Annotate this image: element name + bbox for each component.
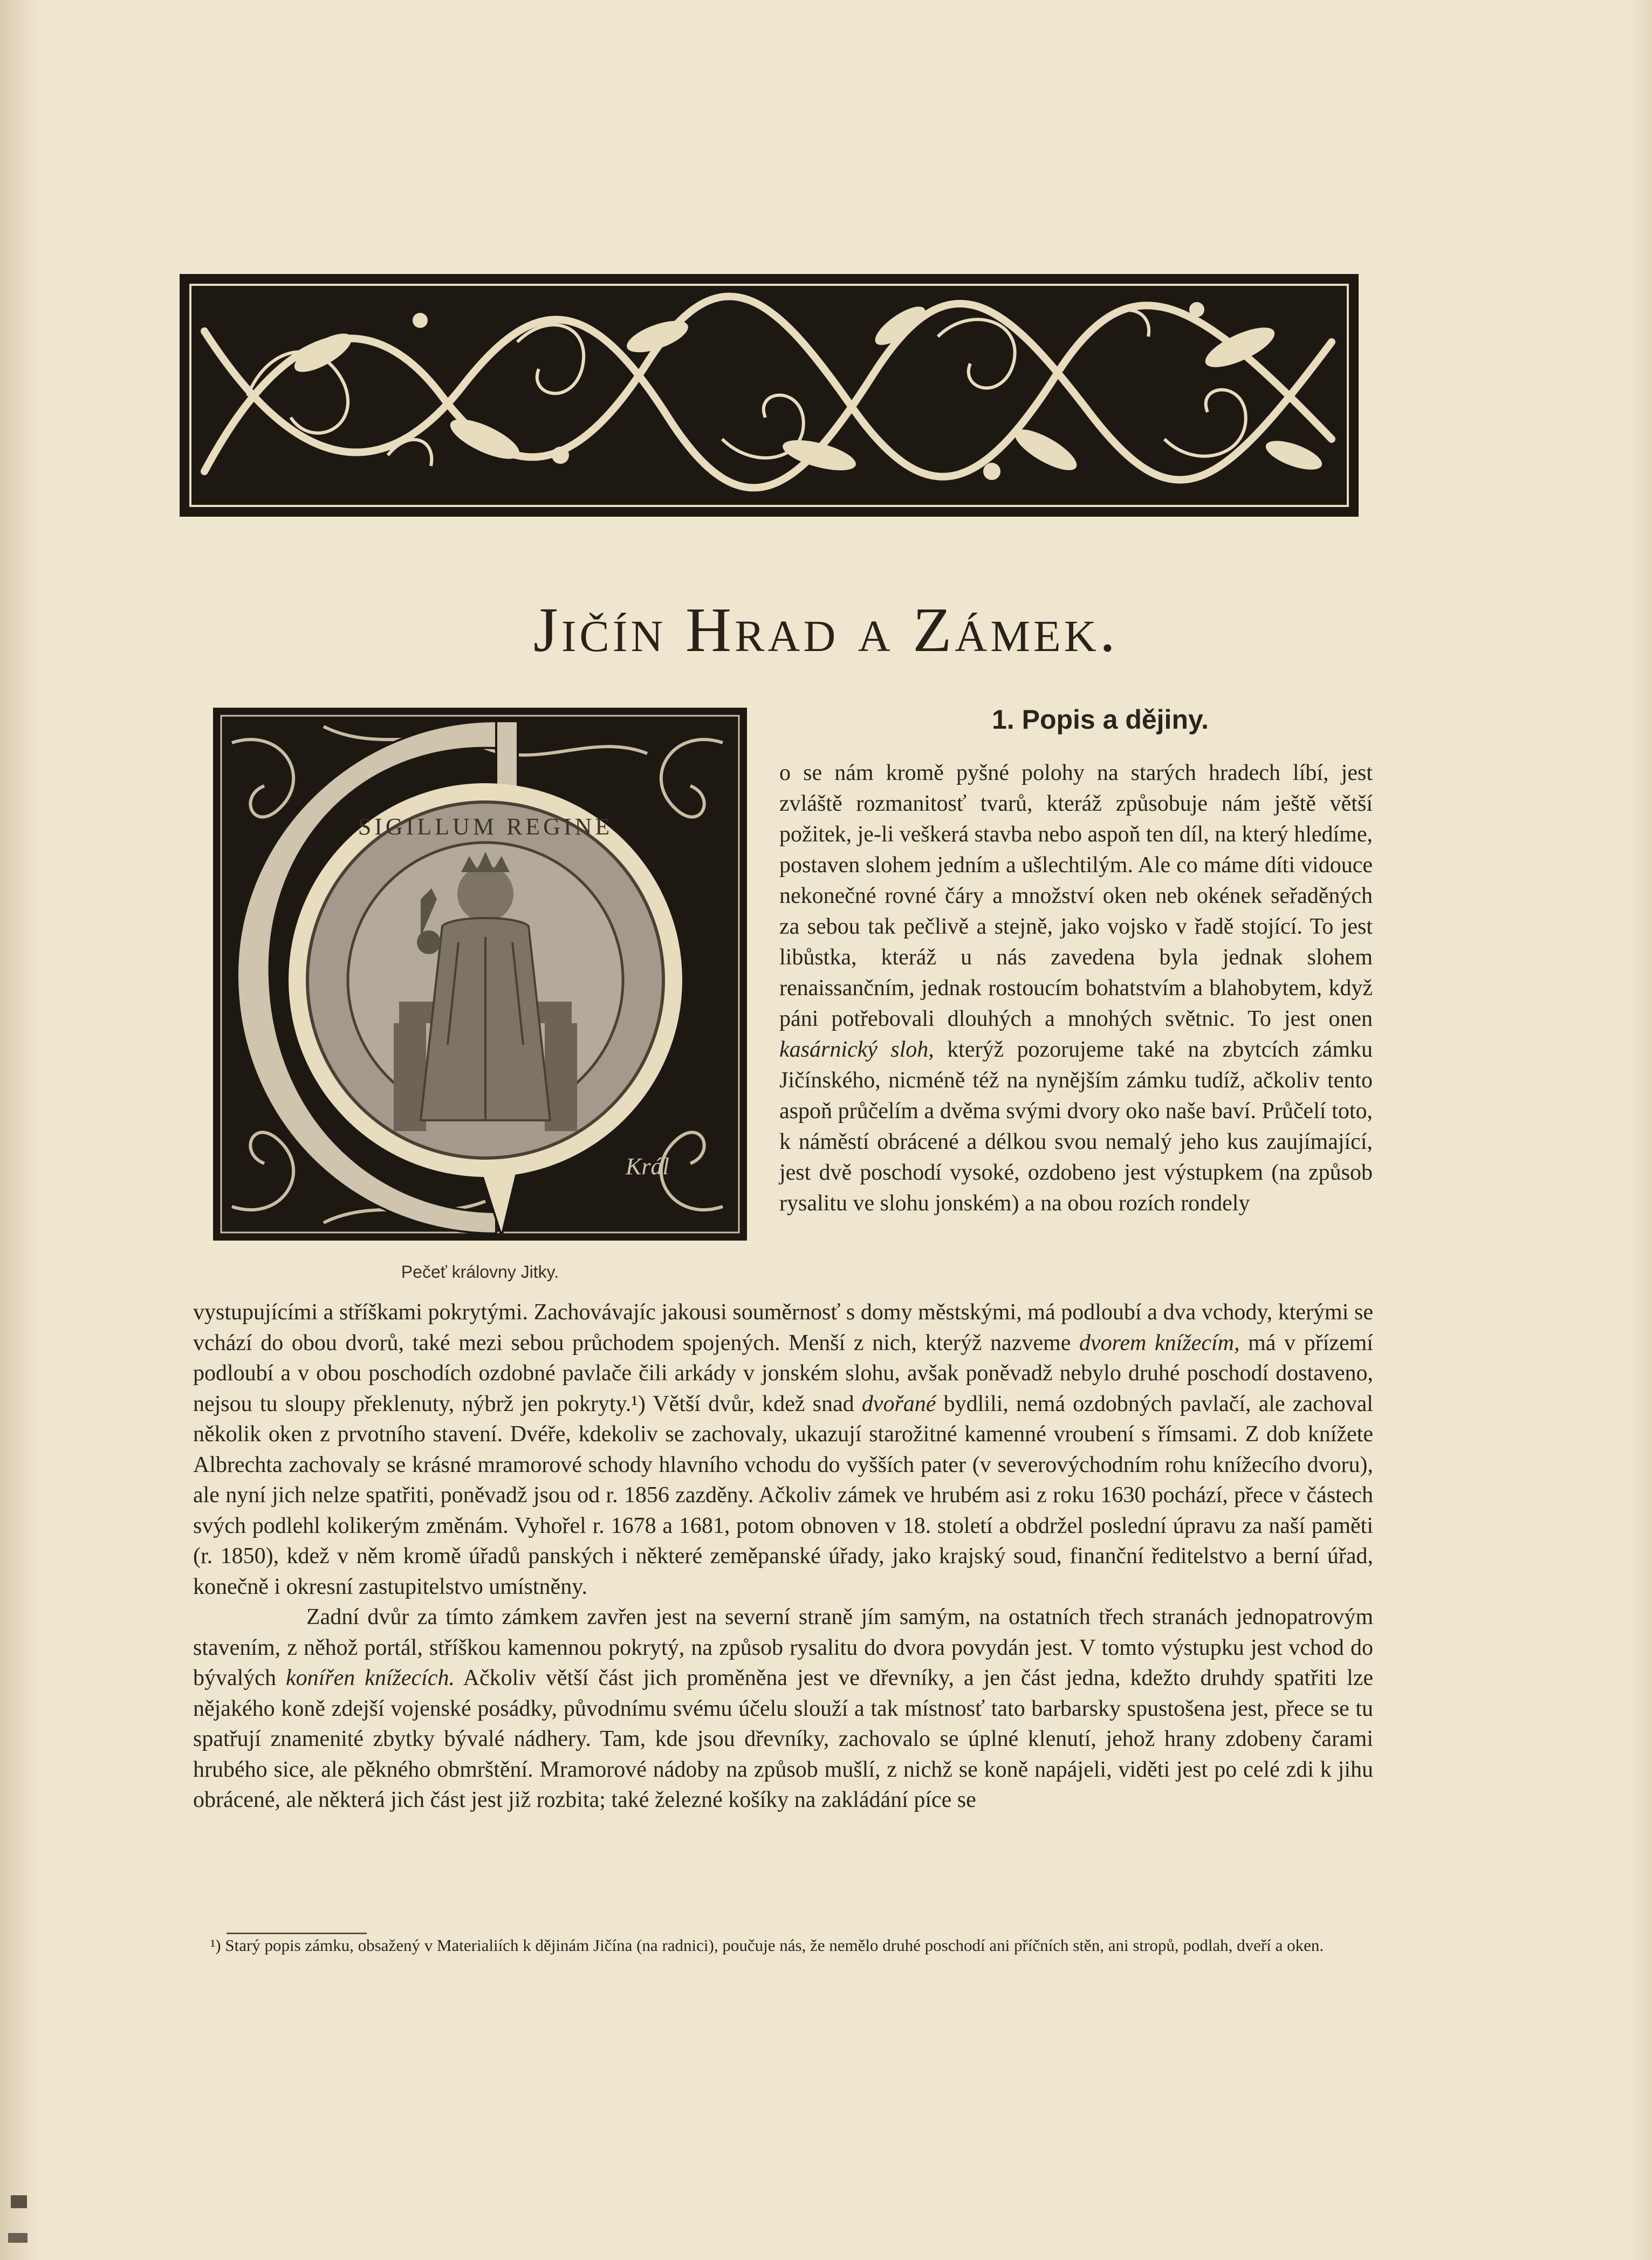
para1-part-a: vystupujícími a stříškami pokrytými. Zachovávajíc jakousi souměrnosť s domy městskými, má podloubí a dva vchody, kterými se vchází do obou dvorů, také mezi sebou průchodem spojených. Menší z nich, kterýž nazveme <box>193 1300 1373 1355</box>
column-paragraph <box>779 758 1373 1219</box>
para1-part-b: má v přízemí podloubí a v obou poschodích ozdobné pavlače čili arkády v jonském slohu, avšak poněvadž nebylo druhé poschodí dostaveno, nejsou tu sloupy překlenuty, nýbrž jen pokryty. <box>193 1330 1373 1416</box>
footnote-text: ¹) Starý popis zámku, obsažený v Materialiích k dějinám Jičína (na radnici), poučuje nás, že nemělo druhé poschodí ani příčních stěn, ani stropů, podlah, dveří a oken. <box>210 1936 1324 1955</box>
section-heading: 1. Popis a dějiny. <box>992 704 1209 735</box>
page-gutter-shadow <box>0 0 38 2260</box>
page-title: Jičín Hrad a Zámek. <box>533 594 1119 665</box>
para2-emphasis-konirny: konířen knížecích. <box>285 1666 455 1690</box>
full-width-body <box>193 1297 1373 1816</box>
ornament-vines-illustration <box>183 277 1355 513</box>
page-edge-specks <box>0 2190 43 2255</box>
para1-part-d: bydlili, nemá ozdobných pavlačí, ale zachoval několik oken z prvotního stavení. Dvéře, kdekoliv se zachovaly, ukazují starožitné kamenné vroubení s římsami. Z dob knížete Albrechta zachovaly se krásné mramorové schody hlavního vchodu do vyšších pater (v severovýchodním rohu knížecího dvoru), ale nyní jich nelze spatřiti, poněvadž jsou od r. 1856 zazděny. Ačkoliv zámek ve hrubém asi z roku 1630 pochází, přece v částech svých podlehl kolikerým změnám. Vyhořel r. 1678 a 1681, potom obnoven v 18. století a obdržel poslední úpravu za naší paměti (r. 1850), kdež v něm kromě úřadů panských i některé zeměpanské úřady, jako krajský soud, finanční ředitelstvo a berní úřad, konečně i okresní zastupitelstvo umístněny. <box>193 1391 1373 1599</box>
para1-emphasis-dvorem: dvorem knížecím, <box>1079 1330 1240 1355</box>
seal-artist-signature: Král <box>626 1153 669 1180</box>
column-emphasis-kasarnicky: kasárnický sloh, <box>779 1037 934 1062</box>
body-paragraph-1 <box>193 1297 1373 1602</box>
ornamental-banner <box>180 274 1359 517</box>
para1-part-c: Větší dvůr, kdež snad <box>645 1391 862 1416</box>
column-text-part-2: kterýž pozorujeme také na zbytcích zámku Jičínského, nicméně též na nynějším zámku tudíž, ačkoliv tento aspoň průčelím a dvěma svými dvory oko naše baví. Průčelí toto, k náměstí obrácené a délkou svou nemalý jeho kus zaujímající, jest dvě poschodí vysoké, ozdobeno jest výstupkem (na způsob rysalitu ve slohu jonském) a na obou rozích rondely <box>779 1037 1373 1216</box>
seal-of-queen-jitka-image <box>216 710 744 1238</box>
body-paragraph-2 <box>193 1602 1373 1816</box>
para2-part-a: Zadní dvůr za tímto zámkem zavřen jest na severní straně jím samým, na ostatních třech stranách jednopatrovým stavením, z něhož portál, stříškou kamennou pokrytý, na způsob rysalitu do dvora povydán jest. V tomto výstupku jest vchod do bývalých <box>193 1605 1373 1690</box>
para2-part-b: Ačkoliv větší část jich proměněna jest ve dřevníky, a jen část jedna, kdežto druhdy spatřiti lze nějakého koně zdejší vojenské posádky, původnímu svému účelu slouží a tak místnosť tato barbarsky spustošena jest, přece se tu spatřují znamenité zbytky bývalé nádhery. Tam, kde jsou dřevníky, zachovalo se úplné klenutí, jehož hrany zdobeny čarami hrubého sice, ale pěkného obmrštění. Mramorové nádoby na způsob mušlí, z nichž se koně napájeli, viděti jest po celé zdi k jihu obrácené, ale některá jich část jest již rozbita; také železné košíky na zakládání píce se <box>193 1666 1374 1812</box>
page-edge-shadow <box>1630 0 1652 2260</box>
para1-emphasis-dvorane: dvořané <box>861 1391 936 1416</box>
footnote-divider <box>227 1933 367 1934</box>
seal-legend-text: SIGILLUM REGINE <box>358 813 613 840</box>
footnote-marker: ¹) <box>631 1391 646 1416</box>
seal-caption: Pečeť královny Jitky. <box>401 1262 559 1282</box>
column-text-part-1: o se nám kromě pyšné polohy na starých hradech líbí, jest zvláště rozmanitosť tvarů, kteráž způsobuje nám ještě větší požitek, je-li veškerá stavba nebo aspoň ten díl, na který hledíme, postaven slohem jedním a ušlechtilým. Ale co máme díti vidouce nekonečné rovné čáry a množství oken neb okének seřaděných za sebou tak pečlivě a stejně, jako vojsko v řadě stojící. To jest libůstka, kteráž u nás zavedena byla jednak slohem renaissančním, jednak rostoucím bohatstvím a blahobytem, když páni potřebovali dlouhých a mnohých světnic. To jest onen <box>779 761 1373 1031</box>
seal-illustration <box>213 708 747 1241</box>
